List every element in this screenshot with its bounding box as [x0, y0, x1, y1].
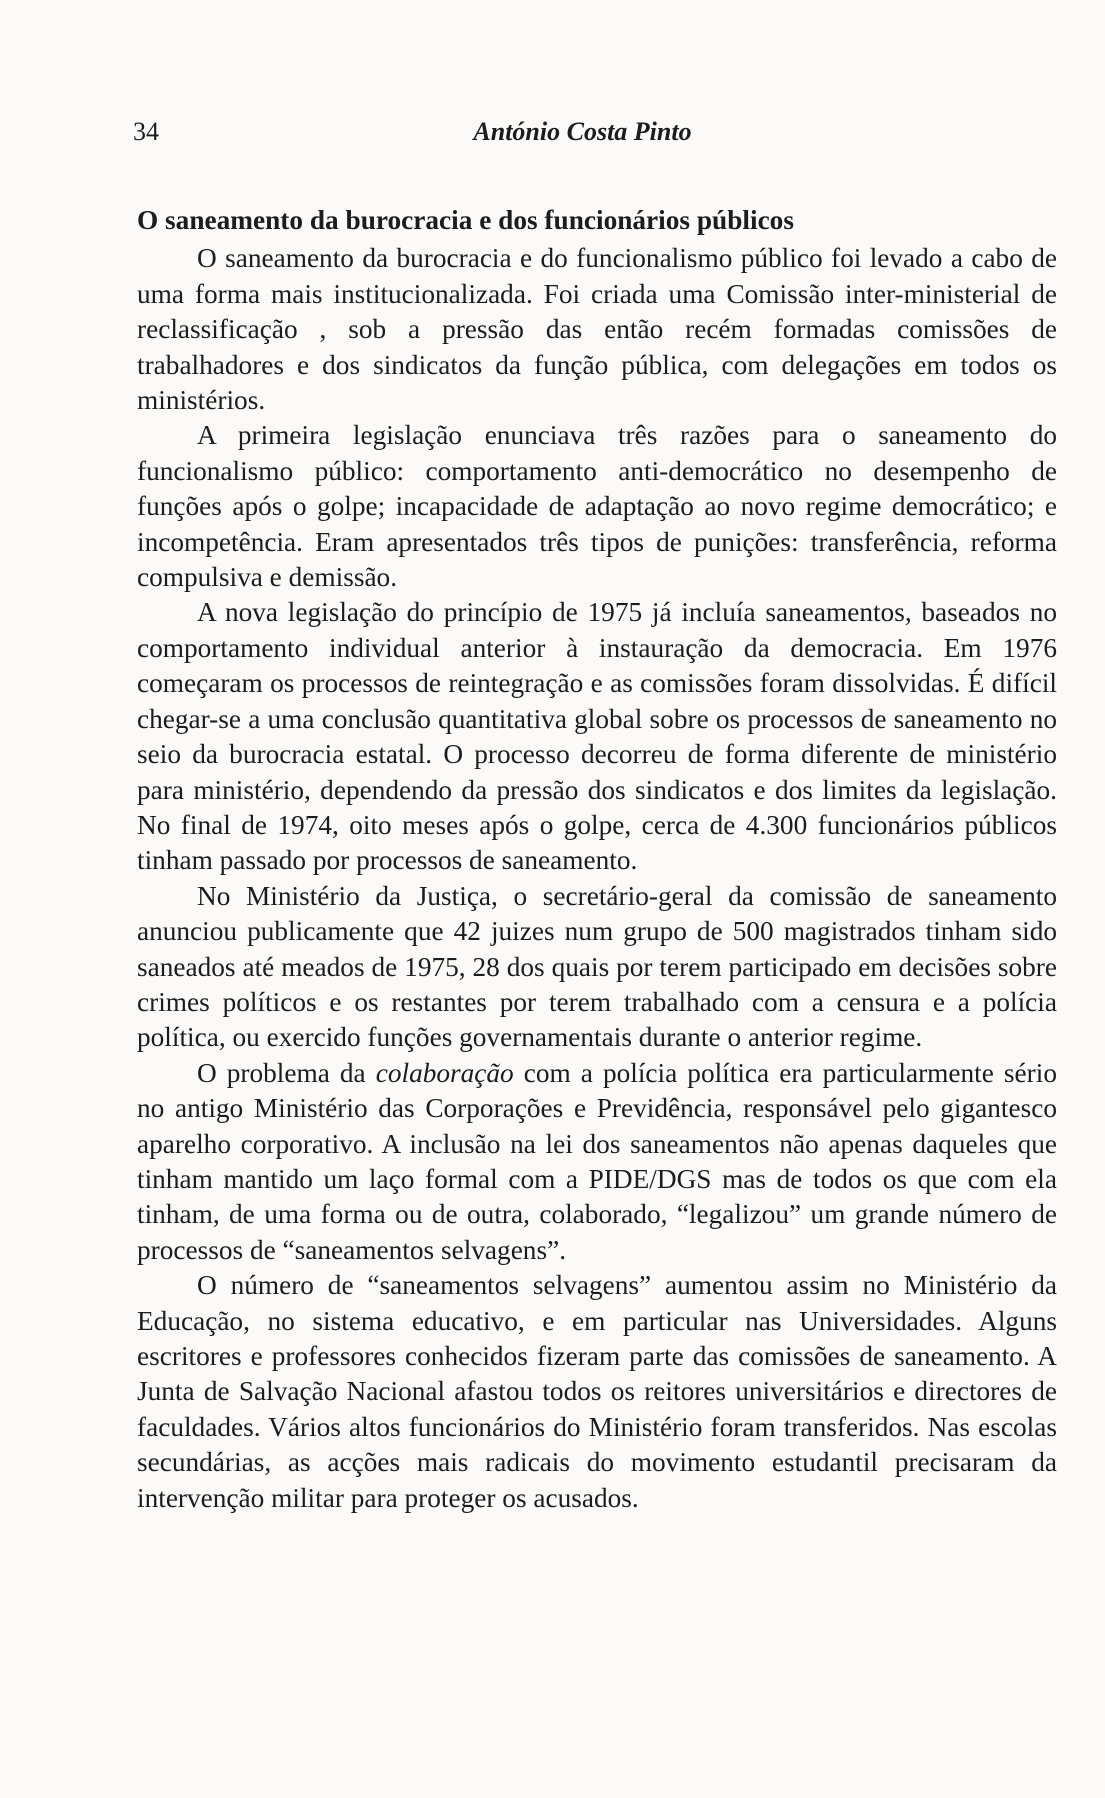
running-head: António Costa Pinto	[473, 117, 692, 146]
paragraph-text: com a polícia política era particularmente sério no antigo Ministério das Corporações e Previdência, responsável pelo gigantesco aparelho corporativo. A inclusão na lei dos saneamentos não apenas daqueles que tinham mantido um laço formal com a PIDE/DGS mas de todos os que com ela tinham, de uma forma ou de outra, colaborado, “legalizou” um grande número de processos de “saneamentos selvagens”.	[137, 1057, 1057, 1265]
paragraph-text: O problema da	[197, 1057, 376, 1088]
emphasis-term: colaboração	[375, 1057, 514, 1088]
paragraph	[137, 1056, 1057, 1268]
section-title: O saneamento da burocracia e dos funcionários públicos	[137, 205, 794, 235]
page-body	[137, 203, 1057, 1516]
paragraph: O número de “saneamentos selvagens” aumentou assim no Ministério da Educação, no sistema educativo, e em particular nas Universidades. Alguns escritores e professores conhecidos fizeram parte das comissões de saneamento. A Junta de Salvação Nacional afastou todos os reitores universitários e directores de faculdades. Vários altos funcionários do Ministério foram transferidos. Nas escolas secundárias, as acções mais radicais do movimento estudantil precisaram da intervenção militar para proteger os acusados.	[137, 1270, 1057, 1513]
paragraph: A nova legislação do princípio de 1975 já incluía saneamentos, baseados no comportamento individual anterior à instauração da democracia. Em 1976 começaram os processos de reintegração e as comissões foram dissolvidas. É difícil chegar-se a uma conclusão quantitativa global sobre os processos de saneamento no seio da burocracia estatal. O processo decorreu de forma diferente de ministério para ministério, dependendo da pressão dos sindicatos e dos limites da legislação. No final de 1974, oito meses após o golpe, cerca de 4.300 funcionários públicos tinham passado por processos de saneamento.	[137, 597, 1057, 876]
page-header	[133, 112, 1032, 152]
paragraph: A primeira legislação enunciava três razões para o saneamento do funcionalismo público: comportamento anti-democrático no desempenho de funções após o golpe; incapacidade de adaptação ao novo regime democrático; e incompetência. Eram apresentados três tipos de punições: transferência, reforma compulsiva e demissão.	[137, 420, 1057, 593]
paragraph: No Ministério da Justiça, o secretário-geral da comissão de saneamento anunciou publicamente que 42 juizes num grupo de 500 magistrados tinham sido saneados até meados de 1975, 28 dos quais por terem participado em decisões sobre crimes políticos e os restantes por terem trabalhado com a censura e a polícia política, ou exercido funções governamentais durante o anterior regime.	[137, 880, 1057, 1053]
page-number: 34	[133, 117, 159, 146]
paragraph: O saneamento da burocracia e do funcionalismo público foi levado a cabo de uma forma mais institucionalizada. Foi criada uma Comissão inter-ministerial de reclassificação , sob a pressão das então recém formadas comissões de trabalhadores e dos sindicatos da função pública, com delegações em todos os ministérios.	[137, 243, 1057, 416]
